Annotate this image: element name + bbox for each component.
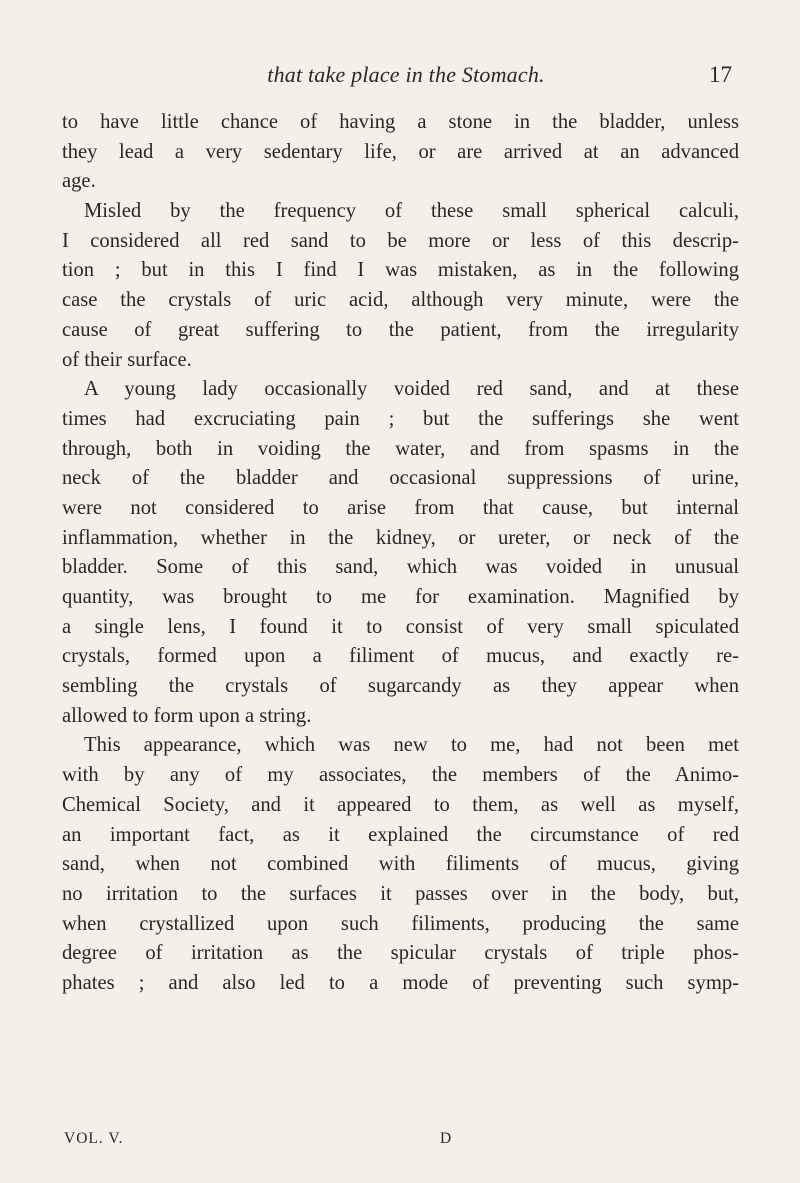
text-line: through, both in voiding the water, and from spasms in the (62, 437, 739, 460)
text-line: when crystallized upon such filiments, producing the same (62, 912, 739, 935)
running-title: that take place in the Stomach. (267, 62, 545, 87)
body-text (62, 108, 739, 999)
text-line: inflammation, whether in the kidney, or ureter, or neck of the (62, 526, 739, 549)
volume-label: VOL. V. (64, 1130, 124, 1147)
text-line: sembling the crystals of sugarcandy as they appear when (62, 675, 739, 698)
text-line: Chemical Society, and it appeared to them, as well as myself, (62, 793, 739, 816)
text-line: This appearance, which was new to me, had not been met (84, 734, 739, 757)
text-line: I considered all red sand to be more or less of this descrip- (62, 229, 739, 252)
text-line: quantity, was brought to me for examination. Magnified by (62, 586, 739, 608)
text-line: were not considered to arise from that cause, but internal (62, 496, 739, 519)
text-line: degree of irritation as the spicular crystals of triple phos- (62, 942, 739, 965)
page-footer (62, 1130, 482, 1156)
text-line: phates ; and also led to a mode of preventing such symp- (62, 971, 739, 994)
text-line: Misled by the frequency of these small spherical calculi, (84, 200, 739, 223)
text-line: cause of great suffering to the patient, from the irregularity (62, 318, 739, 341)
text-line: no irritation to the surfaces it passes over in the body, but, (62, 882, 739, 905)
text-line: A young lady occasionally voided red sand, and at these (84, 378, 739, 401)
text-line: they lead a very sedentary life, or are arrived at an advanced (62, 140, 739, 163)
signature-mark: D (440, 1130, 453, 1147)
text-line: tion ; but in this I find I was mistaken, as in the following (62, 259, 739, 282)
text-line: age. (62, 170, 96, 193)
text-line: to have little chance of having a stone in the bladder, unless (62, 111, 739, 133)
text-line: neck of the bladder and occasional suppressions of urine, (62, 467, 739, 490)
text-line: sand, when not combined with filiments of mucus, giving (62, 853, 739, 876)
text-line: with by any of my associates, the members of the Animo- (62, 764, 739, 787)
text-line: case the crystals of uric acid, although very minute, were the (62, 289, 739, 312)
text-line: bladder. Some of this sand, which was voided in unusual (62, 556, 739, 579)
text-line: an important fact, as it explained the circumstance of red (62, 823, 739, 846)
text-line: crystals, formed upon a filiment of mucus, and exactly re- (62, 645, 739, 668)
text-line: a single lens, I found it to consist of very small spiculated (62, 615, 739, 638)
text-line: allowed to form upon a string. (62, 704, 312, 727)
page-header (140, 58, 732, 94)
page-number: 17 (709, 62, 732, 87)
text-line: of their surface. (62, 348, 192, 371)
text-line: times had excruciating pain ; but the sufferings she went (62, 407, 739, 430)
